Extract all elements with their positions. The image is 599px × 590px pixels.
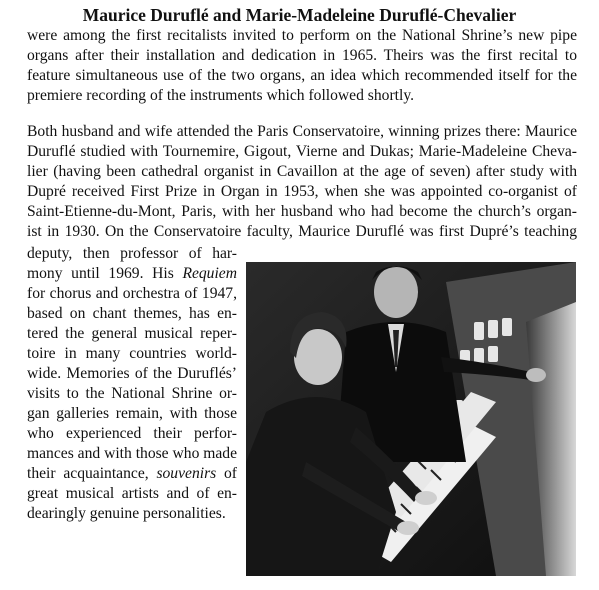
paragraph-2-narrow-line: their acquaintance, souvenirs of: [27, 465, 237, 482]
man-hand: [526, 368, 546, 382]
paragraph-1-line: were among the first recitalists invited to perform on the National Shrine’s new pipe: [27, 27, 577, 44]
paragraph-2-line: lier (having been cathedral organist in Cavaillon at the age of seven) after study with: [27, 163, 577, 180]
paragraph-2-narrow-line: mances and with those who made: [27, 445, 238, 462]
paragraph-2-narrow-line: mony until 1969. His Requiem: [27, 265, 237, 282]
paragraph-2-narrow-line: visits to the National Shrine or-: [27, 385, 237, 402]
paragraph-2-narrow-line: who experienced their perfor-: [27, 425, 237, 442]
paragraph-1-line: premiere recording of the instruments which followed shortly.: [27, 87, 414, 104]
paragraph-2-narrow-line: gan galleries remain, with those: [27, 405, 237, 422]
paragraph-2-narrow-line: tered the general musical reper-: [27, 325, 237, 342]
paragraph-2-narrow-line: wide. Memories of the Duruflés’: [27, 365, 237, 382]
paragraph-2-line: Saint-Etienne-du-Mont, Paris, with her husband who had become the church’s organ-: [27, 203, 577, 220]
organists-photo: [246, 262, 576, 576]
paragraph-2-narrow-line: toire in many countries world-: [27, 345, 237, 362]
paragraph-2-line: Dupré received First Prize in Organ in 1953, when she was appointed co-organist of: [27, 183, 577, 200]
woman-hand: [415, 491, 437, 505]
paragraph-1-line: feature simultaneous use of the two organs, an idea which recommended itself for the: [27, 67, 577, 84]
paragraph-2-narrow-line: for chorus and orchestra of 1947,: [27, 285, 237, 302]
paragraph-2-line: ist in 1930. On the Conservatoire faculty, Maurice Duruflé was first Dupré’s teaching: [27, 223, 577, 240]
paragraph-1-line: organs after their installation and dedication in 1965. Theirs was the first recital to: [27, 47, 577, 64]
paragraph-2-line: Both husband and wife attended the Paris Conservatoire, winning prizes there: Maurice: [27, 123, 577, 140]
paragraph-2-narrow-line: based on chant themes, has en-: [27, 305, 237, 322]
paragraph-2-narrow-line: deputy, then professor of har-: [27, 245, 237, 262]
paragraph-2-narrow-line: great musical artists and of en-: [27, 485, 237, 502]
paragraph-2-narrow-line: dearingly genuine personalities.: [27, 505, 226, 522]
souvenirs-word: souvenirs: [156, 465, 217, 482]
woman-hand-left: [397, 521, 419, 535]
organists-photo-graphic: [246, 262, 576, 576]
requiem-title: Requiem: [182, 265, 237, 282]
article-title: Maurice Duruflé and Marie-Madeleine Duruflé-Chevalier: [82, 5, 517, 25]
paragraph-2-line: Duruflé studied with Tournemire, Gigout, Vierne and Dukas; Marie-Madeleine Cheva-: [27, 143, 577, 160]
man-face: [374, 266, 418, 318]
